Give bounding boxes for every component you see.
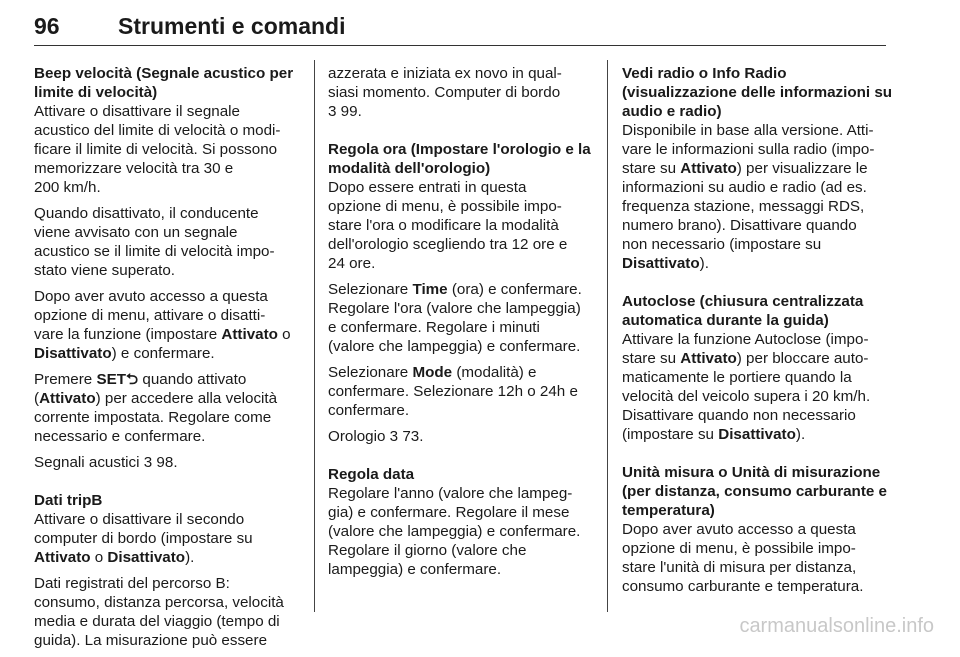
column-divider-1 [314,60,315,612]
page-number: 96 [34,13,60,39]
paragraph: Dopo aver avuto accesso a questa opzione di menu, è possibile impo- stare l'unità di misura per distanza, consumo carburante e temperatura. [622,521,864,595]
option-disattivato: Disattivato [718,426,796,443]
header-divider [34,45,886,46]
section-heading-regola-ora: Regola ora (Impostare l'orologio e la modalità dell'orologio) [328,141,591,177]
paragraph: Selezionare Mode (modalità) e confermare. Selezionare 12h o 24h e confermare. [328,364,578,419]
page-reference-icon: 3 [143,454,153,471]
option-disattivato: Disattivato [622,255,700,272]
paragraph: Attivare o disattivare il segnale acustico del limite di velocità o modi- ficare il limite di velocità. Si possono memorizzare velocità tra 30 e 200 km/h. [34,103,281,196]
paragraph: Attivare la funzione Autoclose (impo- stare su Attivato) per bloccare auto- maticamente le portiere quando la velocità del veicolo supera i 20 km/h. Disattivare quando non necessario (impostare su Disattivato). [622,331,871,443]
section-heading-unita-misura: Unità misura o Unità di misurazione (per distanza, consumo carburante e temperatura) [622,464,888,519]
column-divider-2 [607,60,608,612]
paragraph: Dati registrati del percorso B: consumo, distanza percorsa, velocità media e durata del viaggio (tempo di guida). La misurazione può essere [34,575,284,649]
paragraph: Quando disattivato, il conducente viene avvisato con un segnale acustico se il limite di velocità impo- stato viene superato. [34,205,275,279]
column-2 [328,64,600,586]
page-reference-icon: 3 [328,103,337,120]
paragraph: Dopo aver avuto accesso a questa opzione di menu, attivare o disatti- vare la funzione (impostare Attivato o Disattivato) e confermare. [34,288,291,362]
section-heading-regola-data: Regola data [328,466,415,483]
option-attivato: Attivato [39,390,96,407]
page-title: Strumenti e comandi [118,13,346,39]
section-heading-tripb: Dati tripB [34,492,103,509]
option-attivato: Attivato [34,549,91,566]
paragraph: Disponibile in base alla versione. Atti- vare le informazioni sulla radio (impo- stare su Attivato) per visualizzare le informazioni su audio e radio (ad es. frequenza stazione, messaggi RDS, numero brano). Disattivare quando non necessario (impostare su Disattivato). [622,122,875,272]
paragraph: Premere SET⮌ quando attivato (Attivato) per accedere alla velocità corrente impostata. Regolare come necessario e confermare. [34,371,278,445]
paragraph: Dopo essere entrati in questa opzione di menu, è possibile impo- stare l'ora o modificare la modalità dell'orologio scegliendo tra 12 ore e 24 ore. [328,179,568,272]
column-3 [622,64,894,603]
section-heading-beep: Beep velocità (Segnale acustico per limite di velocità) [34,65,294,101]
page-header [34,6,886,46]
section-heading-radio: Vedi radio o Info Radio (visualizzazione delle informazioni su audio e radio) [622,65,893,120]
watermark: carmanualsonline.info [739,615,934,637]
paragraph: Regolare l'anno (valore che lampeg- gia) e confermare. Regolare il mese (valore che lampeggia) e confermare. Regolare il giorno (valore che lampeggia) e confermare. [328,485,581,578]
option-disattivato: Disattivato [107,549,186,566]
column-1 [34,64,304,657]
paragraph: Segnali acustici 3 98. [34,454,178,471]
return-arrow-icon: ⮌ [126,371,139,388]
option-attivato: Attivato [680,350,737,367]
paragraph: azzerata e iniziata ex novo in qual- siasi momento. Computer di bordo 3 99. [328,65,562,120]
paragraph: Selezionare Time (ora) e confermare. Regolare l'ora (valore che lampeggia) e confermare. Regolare i minuti (valore che lampeggia) e confermare. [328,281,582,355]
paragraph: Attivare o disattivare il secondo computer di bordo (impostare su Attivato o Disattivato). [34,511,253,566]
option-attivato: Attivato [680,160,737,177]
option-mode: Mode [412,364,453,381]
option-disattivato: Disattivato [34,345,112,362]
page-reference-icon: 3 [389,428,399,445]
option-attivato: Attivato [221,326,278,343]
paragraph: Orologio 3 73. [328,428,424,445]
section-heading-autoclose: Autoclose (chiusura centralizzata automatica durante la guida) [622,293,864,329]
option-time: Time [412,281,448,298]
set-button-label: SET [96,371,127,388]
